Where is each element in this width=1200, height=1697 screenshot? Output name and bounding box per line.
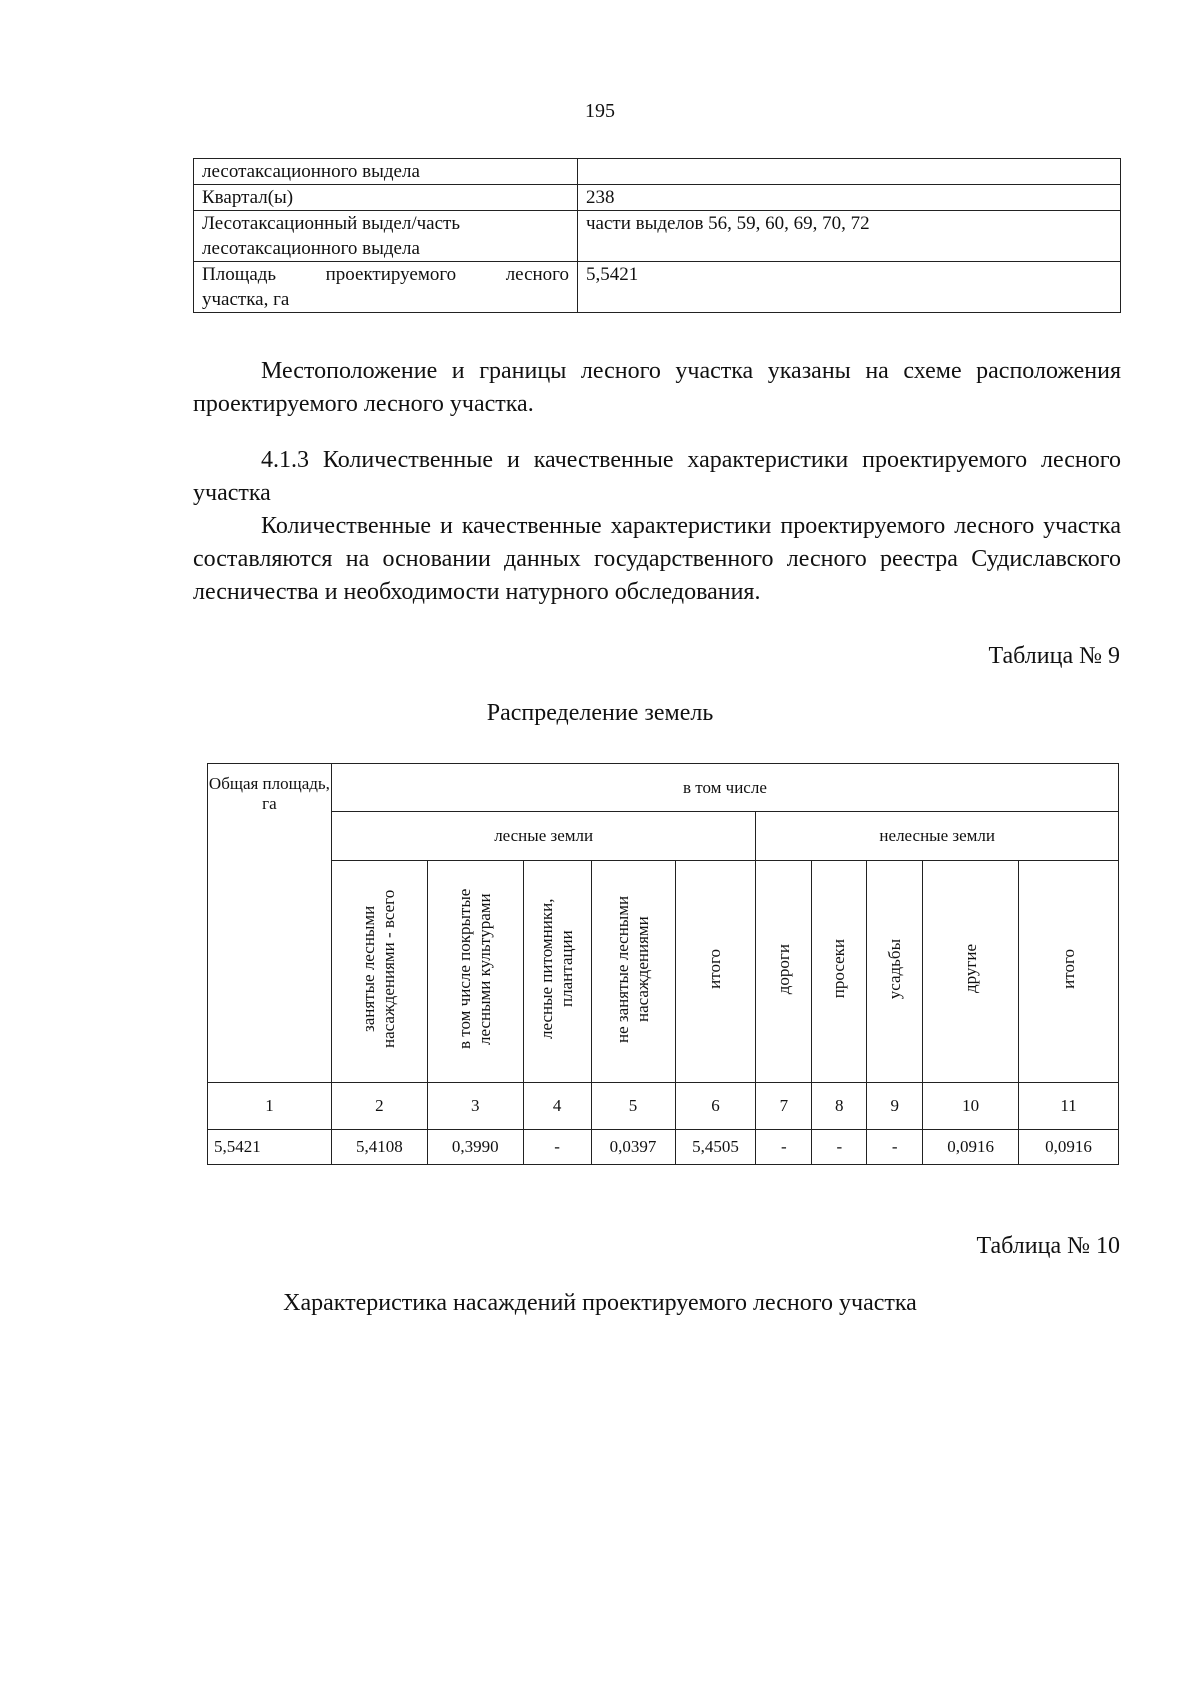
value-cell: 5,4505 [675, 1130, 756, 1165]
page-number: 195 [585, 100, 615, 122]
value-cell: 5,4108 [331, 1130, 427, 1165]
table9-title: Распределение земель [486, 700, 714, 726]
header-forest-lands: лесные земли [331, 812, 756, 861]
value-cell: 0,0397 [591, 1130, 675, 1165]
subheader-forest-cultures: в том числе покрытые лесными культурами [455, 888, 495, 1050]
table-row [208, 764, 1119, 812]
cell-line: Площадь проектируемого лесного [202, 264, 569, 285]
column-number: 2 [331, 1083, 427, 1130]
table-cell: Квартал(ы) [194, 185, 578, 211]
subheader-clearings: просеки [829, 939, 849, 999]
value-cell: 0,0916 [1019, 1130, 1119, 1165]
value-cell: - [812, 1130, 867, 1165]
table-cell [194, 211, 578, 262]
column-number: 1 [208, 1083, 332, 1130]
location-paragraph: Местоположение и границы лесного участка указаны на схеме расположения проектируемого лесного участка. [193, 358, 1121, 417]
subheader-cell [331, 861, 427, 1083]
subheader-roads: дороги [773, 943, 793, 995]
value-cell: - [867, 1130, 923, 1165]
value-cell: - [756, 1130, 812, 1165]
table-row [194, 185, 1121, 211]
table10-caption: Таблица № 10 [976, 1233, 1120, 1259]
cell-line: лесотаксационного выдела [202, 238, 420, 259]
table-row [208, 861, 1119, 1083]
subheader-cell [591, 861, 675, 1083]
subheader-nonforest-total: итого [1058, 949, 1078, 989]
characteristics-paragraph: Количественные и качественные характеристики проектируемого лесного участка составляются на основании данных государственного лесного реестра Судиславского лесничества и необходимости натурного обследования. [193, 513, 1121, 605]
value-cell: 0,0916 [923, 1130, 1019, 1165]
cell-line: Лесотаксационный выдел/часть [202, 213, 461, 234]
subheader-forested-total: занятые лесными насаждениями - всего [359, 889, 399, 1049]
header-total-area: Общая площадь, га [208, 764, 332, 1083]
subheader-forest-total: итого [705, 949, 725, 989]
subheader-other: другие [960, 944, 980, 994]
table-cell [194, 262, 578, 313]
column-number: 7 [756, 1083, 812, 1130]
column-number: 8 [812, 1083, 867, 1130]
column-number: 5 [591, 1083, 675, 1130]
column-number: 11 [1019, 1083, 1119, 1130]
subheader-cell [427, 861, 523, 1083]
table9-caption: Таблица № 9 [988, 643, 1120, 669]
subheader-cell [756, 861, 812, 1083]
header-nonforest-lands: нелесные земли [756, 812, 1119, 861]
header-in-total: в том числе [331, 764, 1118, 812]
column-number-row [208, 1083, 1119, 1130]
value-cell: 0,3990 [427, 1130, 523, 1165]
column-number: 10 [923, 1083, 1019, 1130]
subheader-estates: усадьбы [884, 938, 904, 1000]
table-cell: 238 [578, 185, 1121, 211]
table-cell: лесотаксационного выдела [194, 159, 578, 185]
table-row [208, 1130, 1119, 1165]
column-number: 3 [427, 1083, 523, 1130]
value-cell: 5,5421 [208, 1130, 332, 1165]
section-heading: 4.1.3 Количественные и качественные характеристики проектируемого лесного участка [193, 447, 1121, 506]
subheader-cell [523, 861, 591, 1083]
subheader-cell [675, 861, 756, 1083]
value-cell: - [523, 1130, 591, 1165]
column-number: 6 [675, 1083, 756, 1130]
table-cell: части выделов 56, 59, 60, 69, 70, 72 [578, 211, 1121, 262]
cell-line: участка, га [202, 289, 290, 310]
table-row [194, 211, 1121, 262]
subheader-cell [1019, 861, 1119, 1083]
table10-title: Характеристика насаждений проектируемого лесного участка [283, 1290, 917, 1316]
table-cell [578, 159, 1121, 185]
column-number: 4 [523, 1083, 591, 1130]
land-distribution-table [207, 763, 1119, 1165]
table-cell: 5,5421 [578, 262, 1121, 313]
table-row [194, 159, 1121, 185]
table-row [194, 262, 1121, 313]
subheader-nurseries: лесные питомники, плантации [537, 898, 577, 1040]
table-row [208, 812, 1119, 861]
column-number: 9 [867, 1083, 923, 1130]
subheader-unforested: не занятые лесными насаждениями [613, 895, 653, 1043]
subheader-cell [923, 861, 1019, 1083]
subheader-cell [867, 861, 923, 1083]
plot-info-table [193, 158, 1121, 313]
subheader-cell [812, 861, 867, 1083]
